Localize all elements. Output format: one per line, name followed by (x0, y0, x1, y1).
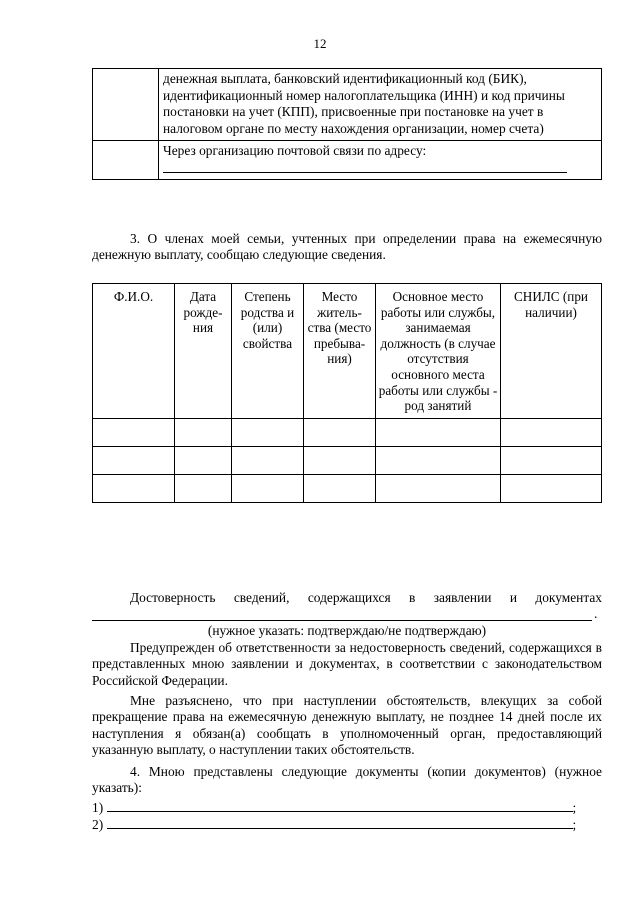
section-3-text: 3. О членах моей семьи, учтенных при определении права на ежемесячную денежную выплату, сообщаю следующие сведения. (92, 231, 602, 263)
table-header-row (93, 284, 602, 419)
table-cell[interactable] (232, 418, 304, 446)
table-cell[interactable] (501, 474, 602, 502)
table-row (93, 474, 602, 502)
document-item-end: ; (572, 817, 577, 832)
reliability-end-mark: . (594, 606, 598, 621)
document-item-field[interactable] (107, 799, 573, 812)
table-cell[interactable] (93, 446, 175, 474)
table-row (93, 141, 602, 180)
table-cell[interactable] (376, 446, 501, 474)
section-4-text: 4. Мною представлены следующие документы (копии документов) (нужное указать): (92, 764, 602, 796)
table-cell[interactable] (232, 446, 304, 474)
page-number: 12 (313, 36, 327, 51)
family-members-table (92, 283, 602, 503)
table-cell[interactable] (93, 418, 175, 446)
table-row (93, 69, 602, 141)
postal-address-field[interactable] (163, 162, 567, 173)
reliability-text: Достоверность сведений, содержащихся в заявлении и документах (130, 590, 602, 605)
document-item-label: 2) (92, 817, 104, 832)
table-cell (93, 141, 159, 180)
payment-details-cell: денежная выплата, банковский идентификационный код (БИК), идентификационный номер налогоплательщика (ИНН) и код причины постановки на учет (КПП), присвоенные при постановке на учет в налоговом органе по месту нахождения организации, номер счета) (159, 69, 602, 141)
document-item-end: ; (572, 800, 577, 815)
table-cell[interactable] (175, 474, 232, 502)
table-cell[interactable] (376, 474, 501, 502)
table-cell[interactable] (232, 474, 304, 502)
header-birth-date: Дата рожде-ния (175, 284, 232, 419)
reliability-hint: (нужное указать: подтверждаю/не подтверждаю) (207, 623, 487, 638)
header-work-place: Основное место работы или службы, занимаемая должность (в случае отсутствия основного места работы или службы - род занятий (376, 284, 501, 419)
header-snils: СНИЛС (при наличии) (501, 284, 602, 419)
table-cell[interactable] (304, 474, 376, 502)
header-relationship: Степень родства и (или) свойства (232, 284, 304, 419)
explained-text: Мне разъяснено, что при наступлении обстоятельств, влекущих за собой прекращение права на ежемесячную денежную выплату, не позднее 14 дней после их наступления я обязан(а) сообщать в уполномоченный орган, предоставляющий указанную выплату, о наступлении таких обстоятельств. (92, 693, 602, 758)
postal-address-cell (159, 141, 602, 180)
document-item-1 (92, 799, 602, 816)
document-item-field[interactable] (107, 816, 573, 829)
table-cell[interactable] (501, 446, 602, 474)
reliability-field[interactable] (92, 606, 592, 621)
table-cell[interactable] (304, 418, 376, 446)
table-cell[interactable] (501, 418, 602, 446)
table-cell[interactable] (304, 446, 376, 474)
table-row (93, 446, 602, 474)
table-cell (93, 69, 159, 141)
header-fio: Ф.И.О. (93, 284, 175, 419)
table-cell[interactable] (175, 418, 232, 446)
table-cell[interactable] (376, 418, 501, 446)
document-item-2 (92, 816, 602, 833)
warning-text: Предупрежден об ответственности за недостоверность сведений, содержащихся в представленных мною заявлении и документах, в соответствии с законодательством Российской Федерации. (92, 640, 602, 688)
document-item-label: 1) (92, 800, 104, 815)
header-residence: Место житель-ства (место пребыва-ния) (304, 284, 376, 419)
table-cell[interactable] (93, 474, 175, 502)
table-row (93, 418, 602, 446)
payment-details-table (92, 68, 602, 180)
postal-address-label: Через организацию почтовой связи по адресу: (163, 143, 427, 159)
table-cell[interactable] (175, 446, 232, 474)
